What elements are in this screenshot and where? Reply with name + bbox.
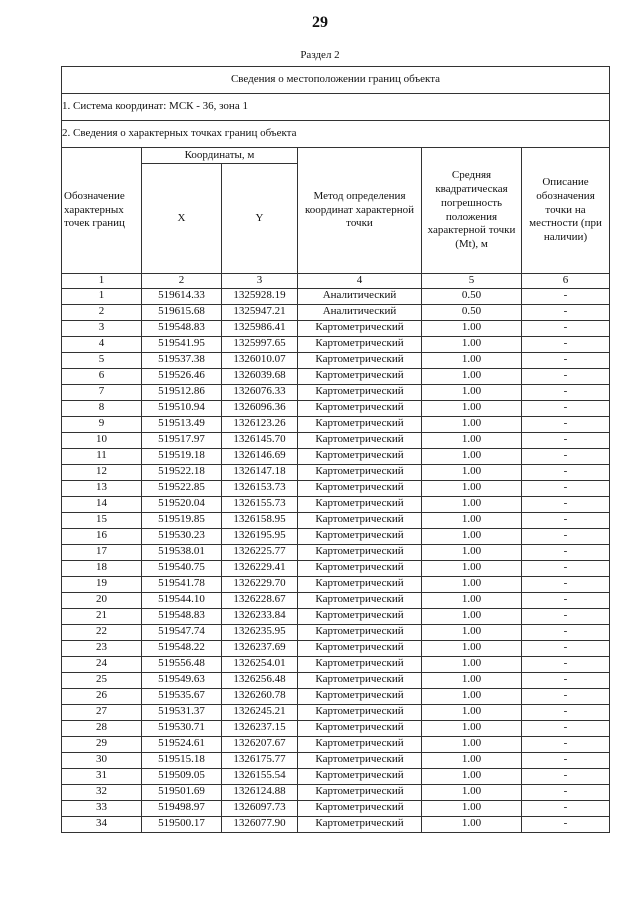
table-row	[62, 416, 610, 432]
cell-method: Картометрический	[298, 400, 422, 416]
table-row	[62, 608, 610, 624]
cell-method: Картометрический	[298, 576, 422, 592]
cell-method: Картометрический	[298, 448, 422, 464]
cell-accuracy: 1.00	[422, 528, 522, 544]
cell-description: -	[522, 816, 610, 832]
column-numbers-row	[62, 274, 610, 289]
table-row	[62, 352, 610, 368]
cell-description: -	[522, 640, 610, 656]
cell-method: Картометрический	[298, 688, 422, 704]
cell-point-number: 10	[62, 432, 142, 448]
cell-coord-x: 519541.95	[142, 336, 222, 352]
cell-method: Картометрический	[298, 672, 422, 688]
cell-method: Картометрический	[298, 592, 422, 608]
cell-method: Картометрический	[298, 496, 422, 512]
table-row	[62, 400, 610, 416]
cell-coord-x: 519547.74	[142, 624, 222, 640]
cell-coord-x: 519500.17	[142, 816, 222, 832]
cell-coord-x: 519549.63	[142, 672, 222, 688]
table-row	[62, 544, 610, 560]
header-point-designation: Обозначение характерных точек границ	[62, 148, 142, 274]
cell-point-number: 28	[62, 720, 142, 736]
cell-coord-x: 519498.97	[142, 800, 222, 816]
cell-method: Картометрический	[298, 816, 422, 832]
cell-description: -	[522, 544, 610, 560]
cell-description: -	[522, 624, 610, 640]
cell-coord-y: 1326260.78	[222, 688, 298, 704]
cell-method: Картометрический	[298, 640, 422, 656]
cell-description: -	[522, 384, 610, 400]
cell-point-number: 20	[62, 592, 142, 608]
cell-point-number: 17	[62, 544, 142, 560]
cell-point-number: 31	[62, 768, 142, 784]
cell-coord-y: 1326175.77	[222, 752, 298, 768]
cell-accuracy: 1.00	[422, 576, 522, 592]
table-row	[62, 704, 610, 720]
cell-coord-x: 519544.10	[142, 592, 222, 608]
table-row	[62, 624, 610, 640]
cell-coord-y: 1326096.36	[222, 400, 298, 416]
cell-coord-y: 1326097.73	[222, 800, 298, 816]
table-row	[62, 560, 610, 576]
cell-accuracy: 1.00	[422, 320, 522, 336]
cell-description: -	[522, 752, 610, 768]
cell-coord-x: 519540.75	[142, 560, 222, 576]
table-row	[62, 496, 610, 512]
table-row	[62, 304, 610, 320]
cell-method: Картометрический	[298, 608, 422, 624]
table-row	[62, 784, 610, 800]
table-row	[62, 800, 610, 816]
cell-point-number: 25	[62, 672, 142, 688]
table-row	[62, 720, 610, 736]
cell-coord-y: 1326155.54	[222, 768, 298, 784]
table-row	[62, 480, 610, 496]
cell-coord-x: 519522.85	[142, 480, 222, 496]
cell-coord-x: 519512.86	[142, 384, 222, 400]
section-label: Раздел 2	[300, 49, 340, 61]
cell-description: -	[522, 656, 610, 672]
cell-coord-y: 1326124.88	[222, 784, 298, 800]
table-row	[62, 384, 610, 400]
cell-accuracy: 1.00	[422, 592, 522, 608]
cell-accuracy: 1.00	[422, 624, 522, 640]
cell-coord-x: 519513.49	[142, 416, 222, 432]
table-row	[62, 752, 610, 768]
cell-description: -	[522, 496, 610, 512]
cell-method: Аналитический	[298, 304, 422, 320]
cell-coord-x: 519524.61	[142, 736, 222, 752]
cell-point-number: 3	[62, 320, 142, 336]
cell-accuracy: 1.00	[422, 352, 522, 368]
cell-description: -	[522, 800, 610, 816]
cell-accuracy: 1.00	[422, 816, 522, 832]
cell-accuracy: 1.00	[422, 656, 522, 672]
cell-coord-y: 1325986.41	[222, 320, 298, 336]
cell-method: Картометрический	[298, 560, 422, 576]
cell-method: Картометрический	[298, 352, 422, 368]
cell-description: -	[522, 560, 610, 576]
cell-accuracy: 1.00	[422, 608, 522, 624]
cell-method: Картометрический	[298, 752, 422, 768]
table-title: Сведения о местоположении границ объекта	[62, 67, 610, 94]
cell-accuracy: 1.00	[422, 368, 522, 384]
cell-coord-y: 1326195.95	[222, 528, 298, 544]
subsection-title-row	[62, 121, 610, 148]
cell-coord-x: 519519.85	[142, 512, 222, 528]
cell-coord-x: 519548.83	[142, 320, 222, 336]
cell-description: -	[522, 464, 610, 480]
cell-coord-x: 519548.22	[142, 640, 222, 656]
cell-coord-x: 519520.04	[142, 496, 222, 512]
header-method: Метод определения координат характерной точки	[298, 148, 422, 274]
cell-coord-y: 1326229.41	[222, 560, 298, 576]
cell-method: Картометрический	[298, 464, 422, 480]
cell-point-number: 22	[62, 624, 142, 640]
cell-accuracy: 1.00	[422, 448, 522, 464]
cell-coord-x: 519538.01	[142, 544, 222, 560]
cell-point-number: 4	[62, 336, 142, 352]
cell-point-number: 23	[62, 640, 142, 656]
cell-accuracy: 1.00	[422, 784, 522, 800]
cell-coord-y: 1326123.26	[222, 416, 298, 432]
cell-point-number: 29	[62, 736, 142, 752]
cell-coord-y: 1326155.73	[222, 496, 298, 512]
cell-point-number: 15	[62, 512, 142, 528]
cell-point-number: 33	[62, 800, 142, 816]
cell-description: -	[522, 720, 610, 736]
cell-coord-x: 519615.68	[142, 304, 222, 320]
cell-coord-x: 519510.94	[142, 400, 222, 416]
cell-method: Картометрический	[298, 320, 422, 336]
column-number: 4	[298, 274, 422, 289]
header-y: Y	[222, 164, 298, 274]
table-row	[62, 320, 610, 336]
cell-coord-y: 1326229.70	[222, 576, 298, 592]
cell-coord-y: 1326076.33	[222, 384, 298, 400]
cell-accuracy: 1.00	[422, 768, 522, 784]
cell-coord-y: 1326245.21	[222, 704, 298, 720]
table-row	[62, 640, 610, 656]
table-row	[62, 672, 610, 688]
cell-method: Картометрический	[298, 336, 422, 352]
cell-description: -	[522, 320, 610, 336]
header-description: Описание обозначения точки на местности (при наличии)	[522, 148, 610, 274]
cell-description: -	[522, 672, 610, 688]
cell-accuracy: 1.00	[422, 336, 522, 352]
table-row	[62, 576, 610, 592]
cell-description: -	[522, 688, 610, 704]
cell-coord-y: 1326256.48	[222, 672, 298, 688]
cell-coord-x: 519614.33	[142, 288, 222, 304]
column-number: 1	[62, 274, 142, 289]
cell-description: -	[522, 608, 610, 624]
cell-coord-y: 1326228.67	[222, 592, 298, 608]
table-row	[62, 448, 610, 464]
cell-coord-y: 1326145.70	[222, 432, 298, 448]
cell-method: Аналитический	[298, 288, 422, 304]
cell-method: Картометрический	[298, 544, 422, 560]
cell-coord-y: 1326147.18	[222, 464, 298, 480]
cell-description: -	[522, 768, 610, 784]
cell-coord-y: 1326254.01	[222, 656, 298, 672]
cell-accuracy: 1.00	[422, 496, 522, 512]
cell-point-number: 8	[62, 400, 142, 416]
cell-coord-y: 1326207.67	[222, 736, 298, 752]
cell-coord-y: 1325947.21	[222, 304, 298, 320]
cell-coord-y: 1326153.73	[222, 480, 298, 496]
cell-coord-x: 519548.83	[142, 608, 222, 624]
cell-coord-y: 1326237.15	[222, 720, 298, 736]
cell-method: Картометрический	[298, 720, 422, 736]
cell-accuracy: 1.00	[422, 464, 522, 480]
table-row	[62, 512, 610, 528]
cell-coord-x: 519541.78	[142, 576, 222, 592]
cell-description: -	[522, 704, 610, 720]
cell-accuracy: 1.00	[422, 384, 522, 400]
cell-coord-y: 1326146.69	[222, 448, 298, 464]
cell-coord-x: 519556.48	[142, 656, 222, 672]
cell-point-number: 30	[62, 752, 142, 768]
cell-coord-y: 1326233.84	[222, 608, 298, 624]
table-row	[62, 528, 610, 544]
cell-method: Картометрический	[298, 800, 422, 816]
cell-description: -	[522, 784, 610, 800]
header-x: X	[142, 164, 222, 274]
cell-method: Картометрический	[298, 528, 422, 544]
subsection-title: 2. Сведения о характерных точках границ объекта	[62, 121, 610, 148]
cell-accuracy: 1.00	[422, 416, 522, 432]
page-number: 29	[312, 14, 328, 31]
table-row	[62, 288, 610, 304]
cell-coord-x: 519501.69	[142, 784, 222, 800]
column-number: 5	[422, 274, 522, 289]
cell-coord-x: 519535.67	[142, 688, 222, 704]
cell-description: -	[522, 512, 610, 528]
cell-coord-x: 519522.18	[142, 464, 222, 480]
cell-description: -	[522, 336, 610, 352]
cell-point-number: 2	[62, 304, 142, 320]
cell-accuracy: 1.00	[422, 800, 522, 816]
cell-coord-x: 519517.97	[142, 432, 222, 448]
cell-coord-x: 519531.37	[142, 704, 222, 720]
cell-description: -	[522, 576, 610, 592]
cell-coord-y: 1326039.68	[222, 368, 298, 384]
cell-description: -	[522, 480, 610, 496]
column-number: 3	[222, 274, 298, 289]
cell-method: Картометрический	[298, 736, 422, 752]
cell-point-number: 21	[62, 608, 142, 624]
cell-description: -	[522, 416, 610, 432]
header-coordinates: Координаты, м	[142, 148, 298, 164]
header-row	[62, 148, 610, 164]
cell-description: -	[522, 592, 610, 608]
cell-description: -	[522, 432, 610, 448]
boundary-points-table	[61, 66, 610, 833]
cell-accuracy: 1.00	[422, 400, 522, 416]
cell-point-number: 34	[62, 816, 142, 832]
table-row	[62, 592, 610, 608]
table-row	[62, 464, 610, 480]
cell-coord-x: 519509.05	[142, 768, 222, 784]
cell-accuracy: 1.00	[422, 544, 522, 560]
cell-point-number: 7	[62, 384, 142, 400]
cell-point-number: 12	[62, 464, 142, 480]
cell-description: -	[522, 736, 610, 752]
cell-accuracy: 1.00	[422, 720, 522, 736]
cell-point-number: 32	[62, 784, 142, 800]
cell-coord-y: 1326237.69	[222, 640, 298, 656]
cell-point-number: 14	[62, 496, 142, 512]
cell-description: -	[522, 288, 610, 304]
cell-point-number: 11	[62, 448, 142, 464]
table-row	[62, 688, 610, 704]
cell-method: Картометрический	[298, 368, 422, 384]
cell-coord-x: 519515.18	[142, 752, 222, 768]
cell-coord-x: 519530.23	[142, 528, 222, 544]
cell-point-number: 16	[62, 528, 142, 544]
cell-accuracy: 1.00	[422, 432, 522, 448]
cell-accuracy: 1.00	[422, 512, 522, 528]
cell-coord-y: 1326225.77	[222, 544, 298, 560]
cell-accuracy: 0.50	[422, 288, 522, 304]
coordinate-system-row	[62, 94, 610, 121]
cell-accuracy: 1.00	[422, 672, 522, 688]
table-title-row	[62, 67, 610, 94]
cell-coord-y: 1326235.95	[222, 624, 298, 640]
cell-accuracy: 1.00	[422, 560, 522, 576]
cell-method: Картометрический	[298, 512, 422, 528]
cell-accuracy: 1.00	[422, 736, 522, 752]
coordinate-system: 1. Система координат: МСК - 36, зона 1	[62, 94, 610, 121]
cell-accuracy: 1.00	[422, 640, 522, 656]
cell-point-number: 19	[62, 576, 142, 592]
cell-description: -	[522, 352, 610, 368]
cell-method: Картометрический	[298, 704, 422, 720]
cell-point-number: 6	[62, 368, 142, 384]
cell-description: -	[522, 304, 610, 320]
cell-coord-y: 1326077.90	[222, 816, 298, 832]
cell-coord-y: 1326010.07	[222, 352, 298, 368]
table-row	[62, 432, 610, 448]
cell-method: Картометрический	[298, 656, 422, 672]
cell-method: Картометрический	[298, 384, 422, 400]
cell-point-number: 26	[62, 688, 142, 704]
header-accuracy: Средняя квадратическая погрешность положения характерной точки (Mt), м	[422, 148, 522, 274]
table-row	[62, 816, 610, 832]
cell-accuracy: 1.00	[422, 704, 522, 720]
cell-method: Картометрический	[298, 480, 422, 496]
cell-point-number: 9	[62, 416, 142, 432]
column-number: 2	[142, 274, 222, 289]
cell-point-number: 5	[62, 352, 142, 368]
cell-method: Картометрический	[298, 624, 422, 640]
cell-coord-x: 519526.46	[142, 368, 222, 384]
cell-point-number: 1	[62, 288, 142, 304]
cell-point-number: 13	[62, 480, 142, 496]
cell-coord-x: 519537.38	[142, 352, 222, 368]
cell-point-number: 27	[62, 704, 142, 720]
cell-accuracy: 0.50	[422, 304, 522, 320]
cell-accuracy: 1.00	[422, 752, 522, 768]
cell-point-number: 18	[62, 560, 142, 576]
cell-accuracy: 1.00	[422, 688, 522, 704]
column-number: 6	[522, 274, 610, 289]
table-row	[62, 368, 610, 384]
cell-coord-y: 1326158.95	[222, 512, 298, 528]
table-row	[62, 656, 610, 672]
cell-method: Картометрический	[298, 768, 422, 784]
cell-description: -	[522, 528, 610, 544]
table-row	[62, 336, 610, 352]
cell-description: -	[522, 400, 610, 416]
cell-coord-x: 519519.18	[142, 448, 222, 464]
cell-coord-x: 519530.71	[142, 720, 222, 736]
cell-coord-y: 1325928.19	[222, 288, 298, 304]
cell-method: Картометрический	[298, 784, 422, 800]
cell-method: Картометрический	[298, 432, 422, 448]
table-row	[62, 736, 610, 752]
cell-accuracy: 1.00	[422, 480, 522, 496]
cell-method: Картометрический	[298, 416, 422, 432]
cell-description: -	[522, 448, 610, 464]
cell-coord-y: 1325997.65	[222, 336, 298, 352]
table-row	[62, 768, 610, 784]
cell-description: -	[522, 368, 610, 384]
cell-point-number: 24	[62, 656, 142, 672]
